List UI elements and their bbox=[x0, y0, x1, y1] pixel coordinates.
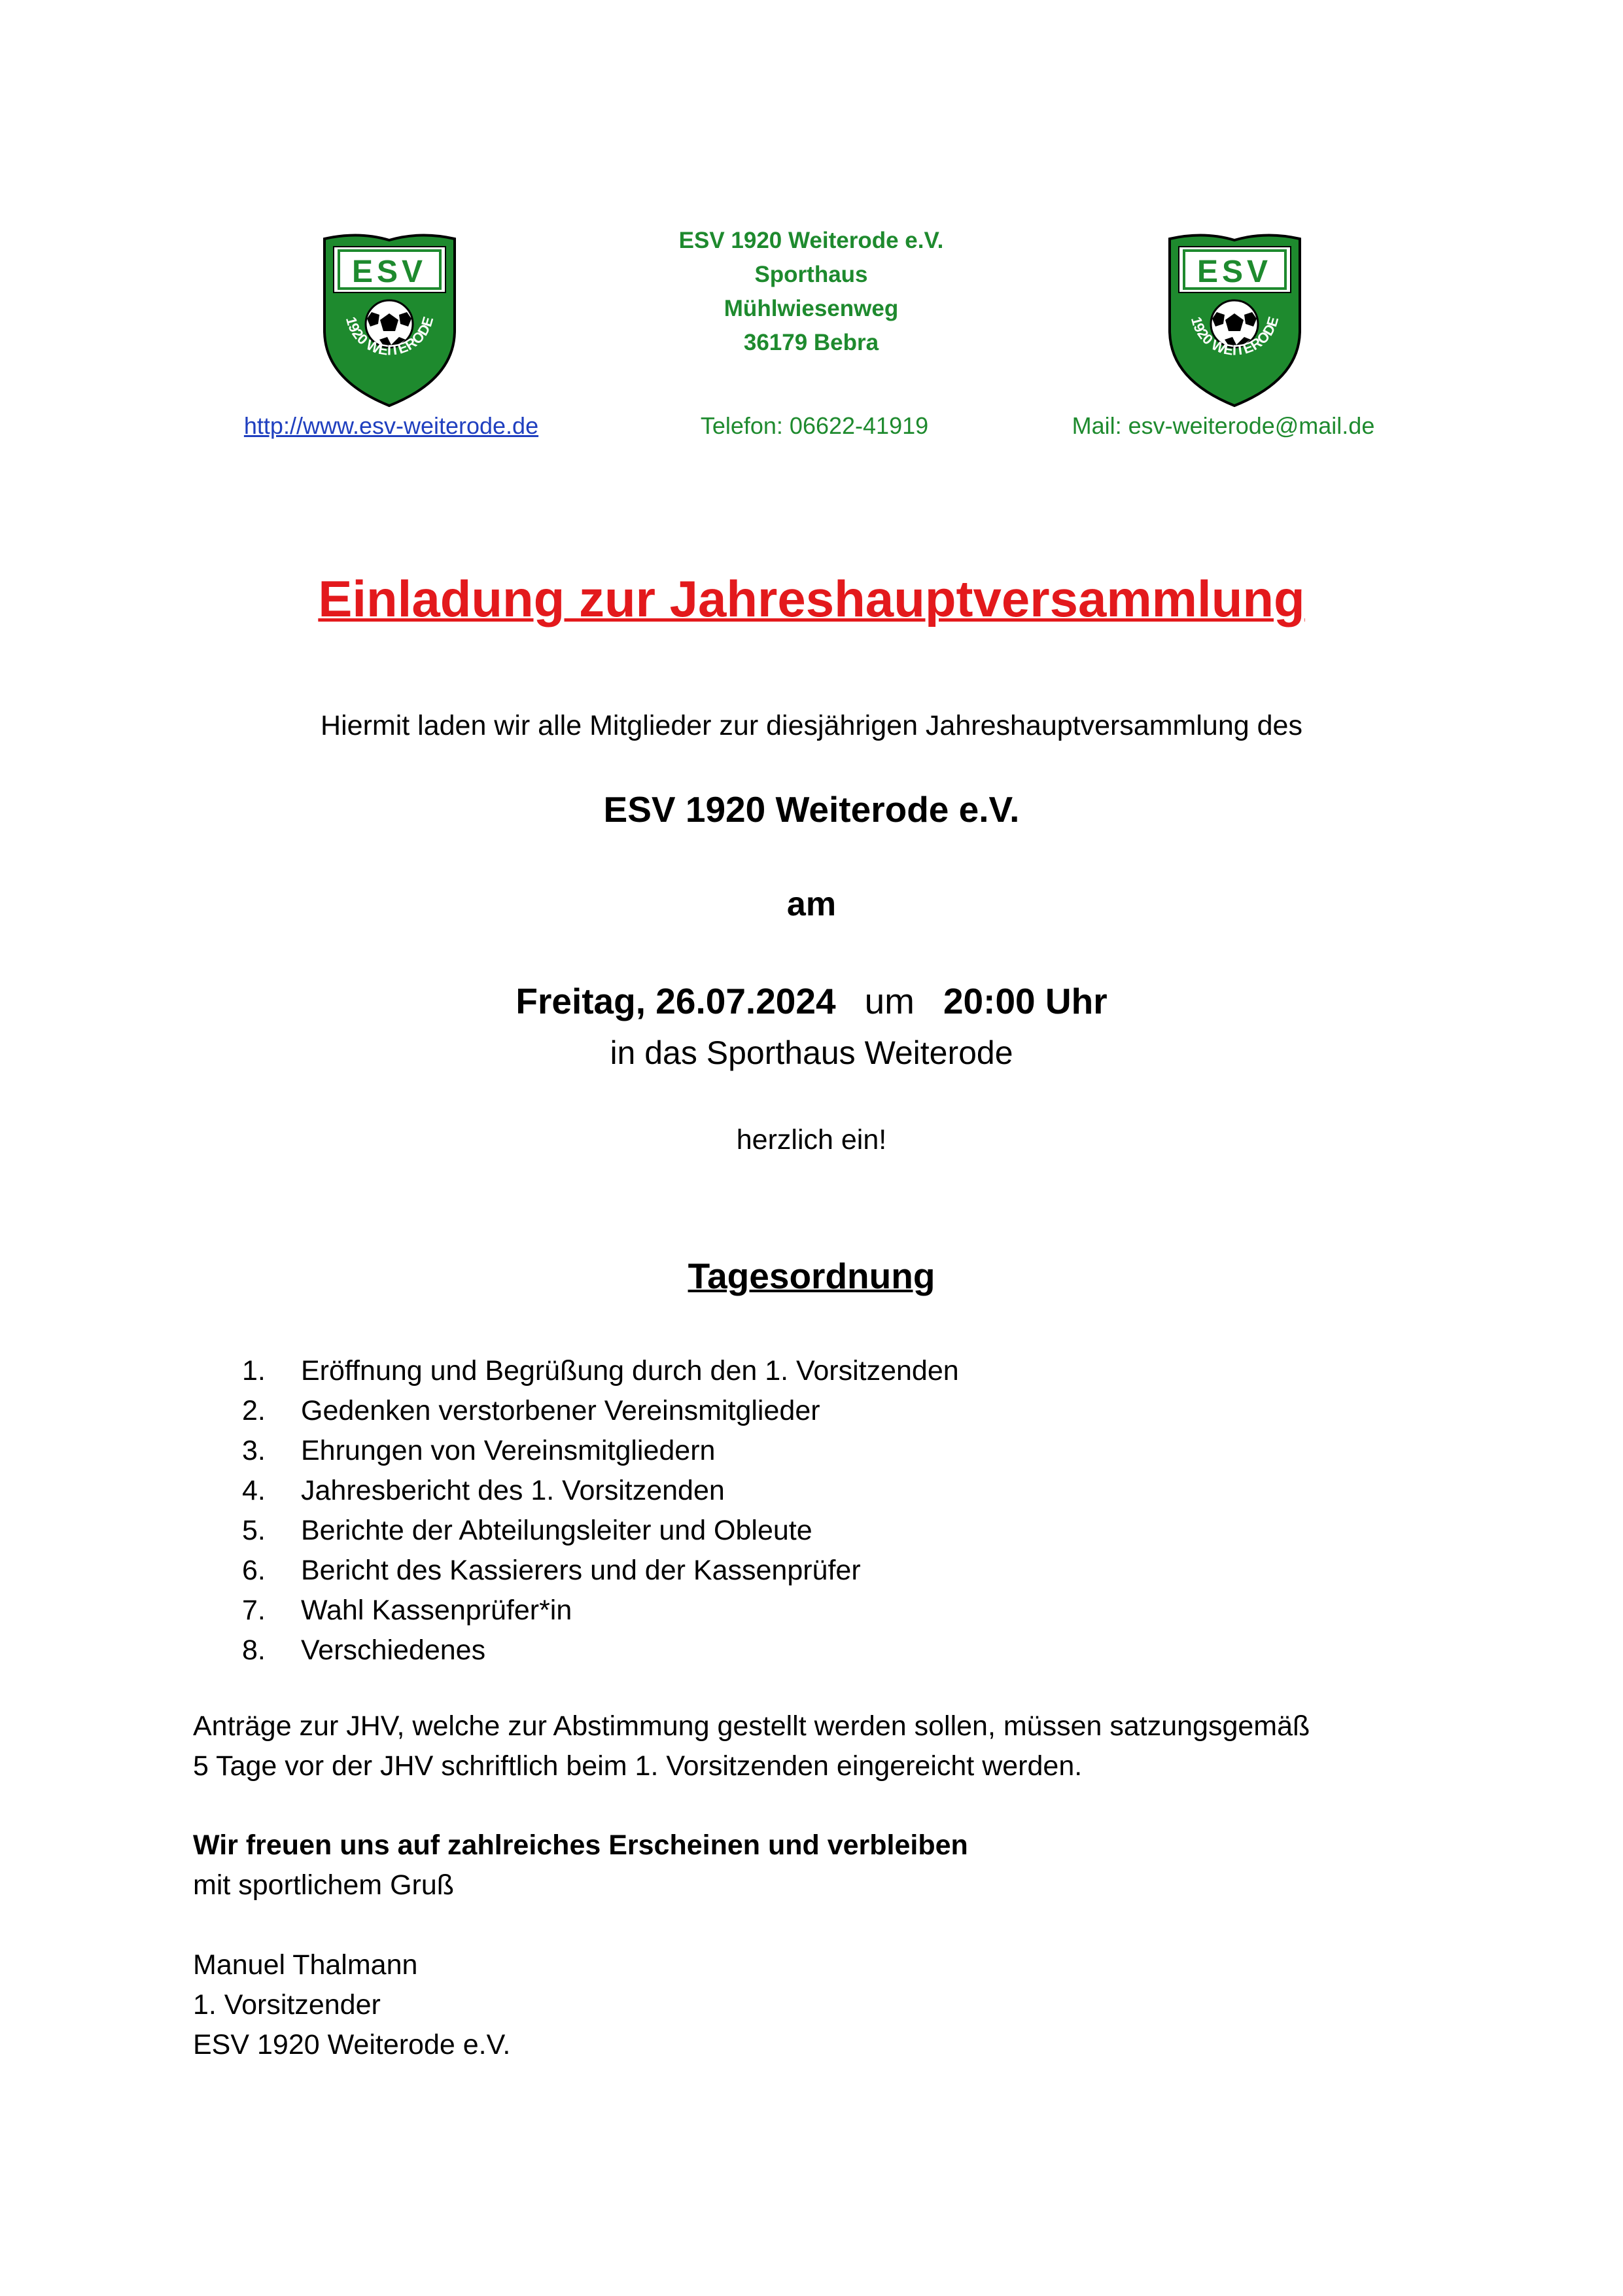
meeting-place: in das Sporthaus Weiterode bbox=[610, 1034, 1013, 1071]
motions-note bbox=[193, 1706, 1501, 1786]
agenda-item bbox=[242, 1551, 959, 1591]
agenda-item-number: 1. bbox=[242, 1355, 266, 1386]
agenda-item bbox=[242, 1391, 959, 1431]
um-text: um bbox=[864, 981, 915, 1021]
agenda-item-text: Gedenken verstorbener Vereinsmitglieder bbox=[301, 1395, 820, 1426]
agenda-item-text: Eröffnung und Begrüßung durch den 1. Vorsitzenden bbox=[301, 1355, 959, 1386]
agenda-item-text: Jahresbericht des 1. Vorsitzenden bbox=[301, 1475, 725, 1506]
agenda-item bbox=[242, 1511, 959, 1551]
agenda-item-number: 4. bbox=[242, 1475, 266, 1506]
address-line-club: ESV 1920 Weiterode e.V. bbox=[678, 228, 944, 253]
agenda-title: Tagesordnung bbox=[688, 1256, 935, 1296]
logo-letters: ESV bbox=[1196, 255, 1272, 289]
club-crest-icon bbox=[1164, 232, 1305, 409]
agenda-item-text: Verschiedenes bbox=[301, 1634, 486, 1666]
phone-number: Telefon: 06622-41919 bbox=[700, 412, 929, 439]
agenda-item-number: 6. bbox=[242, 1555, 266, 1586]
logo-ring-text: 1920 WEITERODE bbox=[1187, 315, 1282, 359]
signature-block bbox=[193, 1945, 1501, 2065]
mail-address: Mail: esv-weiterode@mail.de bbox=[1072, 412, 1375, 439]
motions-line-2: 5 Tage vor der JHV schriftlich beim 1. Vorsitzenden eingereicht werden. bbox=[193, 1750, 1083, 1782]
address-line-street: Mühlwiesenweg bbox=[724, 296, 899, 321]
agenda-item-number: 3. bbox=[242, 1435, 266, 1466]
agenda-item-number: 8. bbox=[242, 1634, 266, 1666]
page-title: Einladung zur Jahreshauptversammlung bbox=[318, 570, 1305, 627]
meeting-date: Freitag, 26.07.2024 bbox=[515, 981, 836, 1021]
meeting-time: 20:00 Uhr bbox=[943, 981, 1108, 1021]
agenda-item bbox=[242, 1431, 959, 1471]
club-name: ESV 1920 Weiterode e.V. bbox=[603, 789, 1020, 830]
logo-letters: ESV bbox=[351, 255, 427, 289]
agenda-item-text: Ehrungen von Vereinsmitgliedern bbox=[301, 1435, 716, 1466]
club-logo-left bbox=[319, 232, 460, 409]
agenda-item-text: Berichte der Abteilungsleiter und Obleute bbox=[301, 1515, 812, 1546]
signature-role: 1. Vorsitzender bbox=[193, 1989, 381, 2021]
farewell bbox=[193, 1826, 1501, 1905]
club-crest-icon bbox=[319, 232, 460, 409]
agenda-item-number: 7. bbox=[242, 1595, 266, 1626]
closing-text: herzlich ein! bbox=[736, 1124, 887, 1156]
agenda-item-text: Bericht des Kassierers und der Kassenprüfer bbox=[301, 1555, 861, 1586]
agenda-item bbox=[242, 1351, 959, 1391]
club-logo-right bbox=[1164, 232, 1305, 409]
logo-ring-text: 1920 WEITERODE bbox=[342, 315, 437, 359]
farewell-bold: Wir freuen uns auf zahlreiches Erscheinen und verbleiben bbox=[193, 1829, 968, 1861]
agenda-item bbox=[242, 1591, 959, 1631]
agenda-list bbox=[242, 1351, 959, 1670]
address-line-building: Sporthaus bbox=[754, 262, 868, 287]
address-line-city: 36179 Bebra bbox=[743, 330, 879, 355]
signature-name: Manuel Thalmann bbox=[193, 1949, 418, 1981]
motions-line-1: Anträge zur JHV, welche zur Abstimmung gestellt werden sollen, müssen satzungsgemäß bbox=[193, 1710, 1310, 1742]
agenda-item bbox=[242, 1631, 959, 1670]
club-address bbox=[602, 224, 1021, 360]
date-time-line bbox=[0, 980, 1623, 1022]
agenda-item bbox=[242, 1471, 959, 1511]
farewell-greeting: mit sportlichem Gruß bbox=[193, 1869, 455, 1901]
website-link[interactable]: http://www.esv-weiterode.de bbox=[243, 412, 539, 439]
am-text: am bbox=[786, 885, 837, 923]
intro-text: Hiermit laden wir alle Mitglieder zur diesjährigen Jahreshauptversammlung des bbox=[321, 710, 1302, 741]
agenda-item-number: 5. bbox=[242, 1515, 266, 1546]
agenda-item-text: Wahl Kassenprüfer*in bbox=[301, 1595, 572, 1626]
agenda-item-number: 2. bbox=[242, 1395, 266, 1426]
signature-club: ESV 1920 Weiterode e.V. bbox=[193, 2029, 511, 2060]
